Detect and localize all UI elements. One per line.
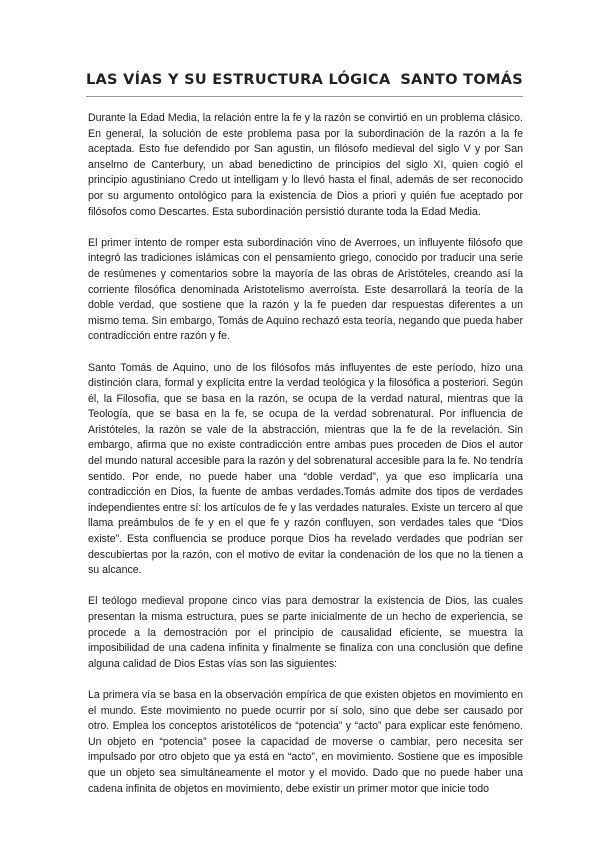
paragraph: Santo Tomás de Aquino, uno de los filósofos más influyentes de este período, hizo una distinción clara, formal y explícita entre la verdad teológica y la filosófica a posteriori. Según él, la Filosofía, que se basa en la razón, se ocupa de la verdad natural, mientras que la Teología, que se basa en la fe, se ocupa de la verdad sobrenatural. Por influencia de Aristóteles, la razón se vale de la abstracción, mientras que la fe de la revelación. Sin embargo, afirma que no existe contradicción entre ambas pues proceden de Dios el autor del mundo natural accesible para la razón y del sobrenatural accesible para la fe. No tendría sentido. Por ende, no puede haber una “doble verdad”, ya que eso implicaría una contradicción en Dios, la fuente de ambas verdades.Tomás admite dos tipos de verdades independientes entre sí: los artículos de fe y las verdades naturales. Existe un tercero al que llama preámbulos de fe y en el que fe y razón confluyen, son verdades tales que “Dios existe”. Esta confluencia se produce porque Dios ha revelado verdades que podrían ser descubiertas por la razón, con el motivo de evitar la condenación de los que no la tienen a su alcance. bbox=[88, 361, 523, 577]
document-author: SANTO TOMÁS bbox=[400, 72, 523, 88]
document-header bbox=[86, 72, 523, 97]
paragraph: La primera vía se basa en la observación empírica de que existen objetos en movimiento en el mundo. Este movimiento no puede ocurrir por sí solo, sino que debe ser causado por otro. Emplea los conceptos aristotélicos de “potencia” y “acto” para explicar este fenómeno. Un objeto en “potencia” posee la capacidad de moverse o cambiar, pero necesita ser impulsado por otro objeto que ya está en “acto”, en movimiento. Sostiene que es imposible que un objeto sea simultáneamente el motor y el movido. Dado que no puede haber una cadena infinita de objetos en movimiento, debe existir un primer motor que inicie todo bbox=[88, 688, 523, 795]
document-title: LAS VÍAS Y SU ESTRUCTURA LÓGICA bbox=[86, 72, 391, 88]
document-body bbox=[86, 111, 523, 797]
paragraph: El primer intento de romper esta subordinación vino de Averroes, un influyente filósofo que integró las tradiciones islámicas con el pensamiento griego, conocido por traducir una serie de resúmenes y comentarios sobre la mayoría de las obras de Aristóteles, creando así la corriente filosófica denominada Aristotelismo averroísta. Este desarrollará la teoría de la doble verdad, que sostiene que la razón y la fe pueden dar respuestas diferentes a un mismo tema. Sin embargo, Tomás de Aquino rechazó esta teoría, negando que pueda haber contradicción entre razón y fe. bbox=[88, 236, 523, 343]
paragraph: Durante la Edad Media, la relación entre la fe y la razón se convirtió en un problema clásico. En general, la solución de este problema pasa por la subordinación de la razón a la fe aceptada. Esto fue defendido por San agustin, un filósofo medieval del siglo V y por San anselmo de Canterbury, un abad benedictino de principios del siglo XI, quien cogió el principio agustiniano Credo ut intelligam y lo llevó hasta el final, además de ser reconocido por su argumento ontológico para la existencia de Dios a priori y quién fue aceptado por filósofos como Descartes. Esta subordinación persistió durante toda la Edad Media. bbox=[88, 112, 523, 218]
paragraph: El teólogo medieval propone cinco vías para demostrar la existencia de Dios, las cuales presentan la misma estructura, pues se parte inicialmente de un hecho de experiencia, se procede a la demostración por el principio de causalidad eficiente, se muestra la imposibilidad de una cadena infinita y finalmente se finaliza con una conclusión que define alguna calidad de Dios Estas vías son las siguientes: bbox=[88, 595, 523, 670]
